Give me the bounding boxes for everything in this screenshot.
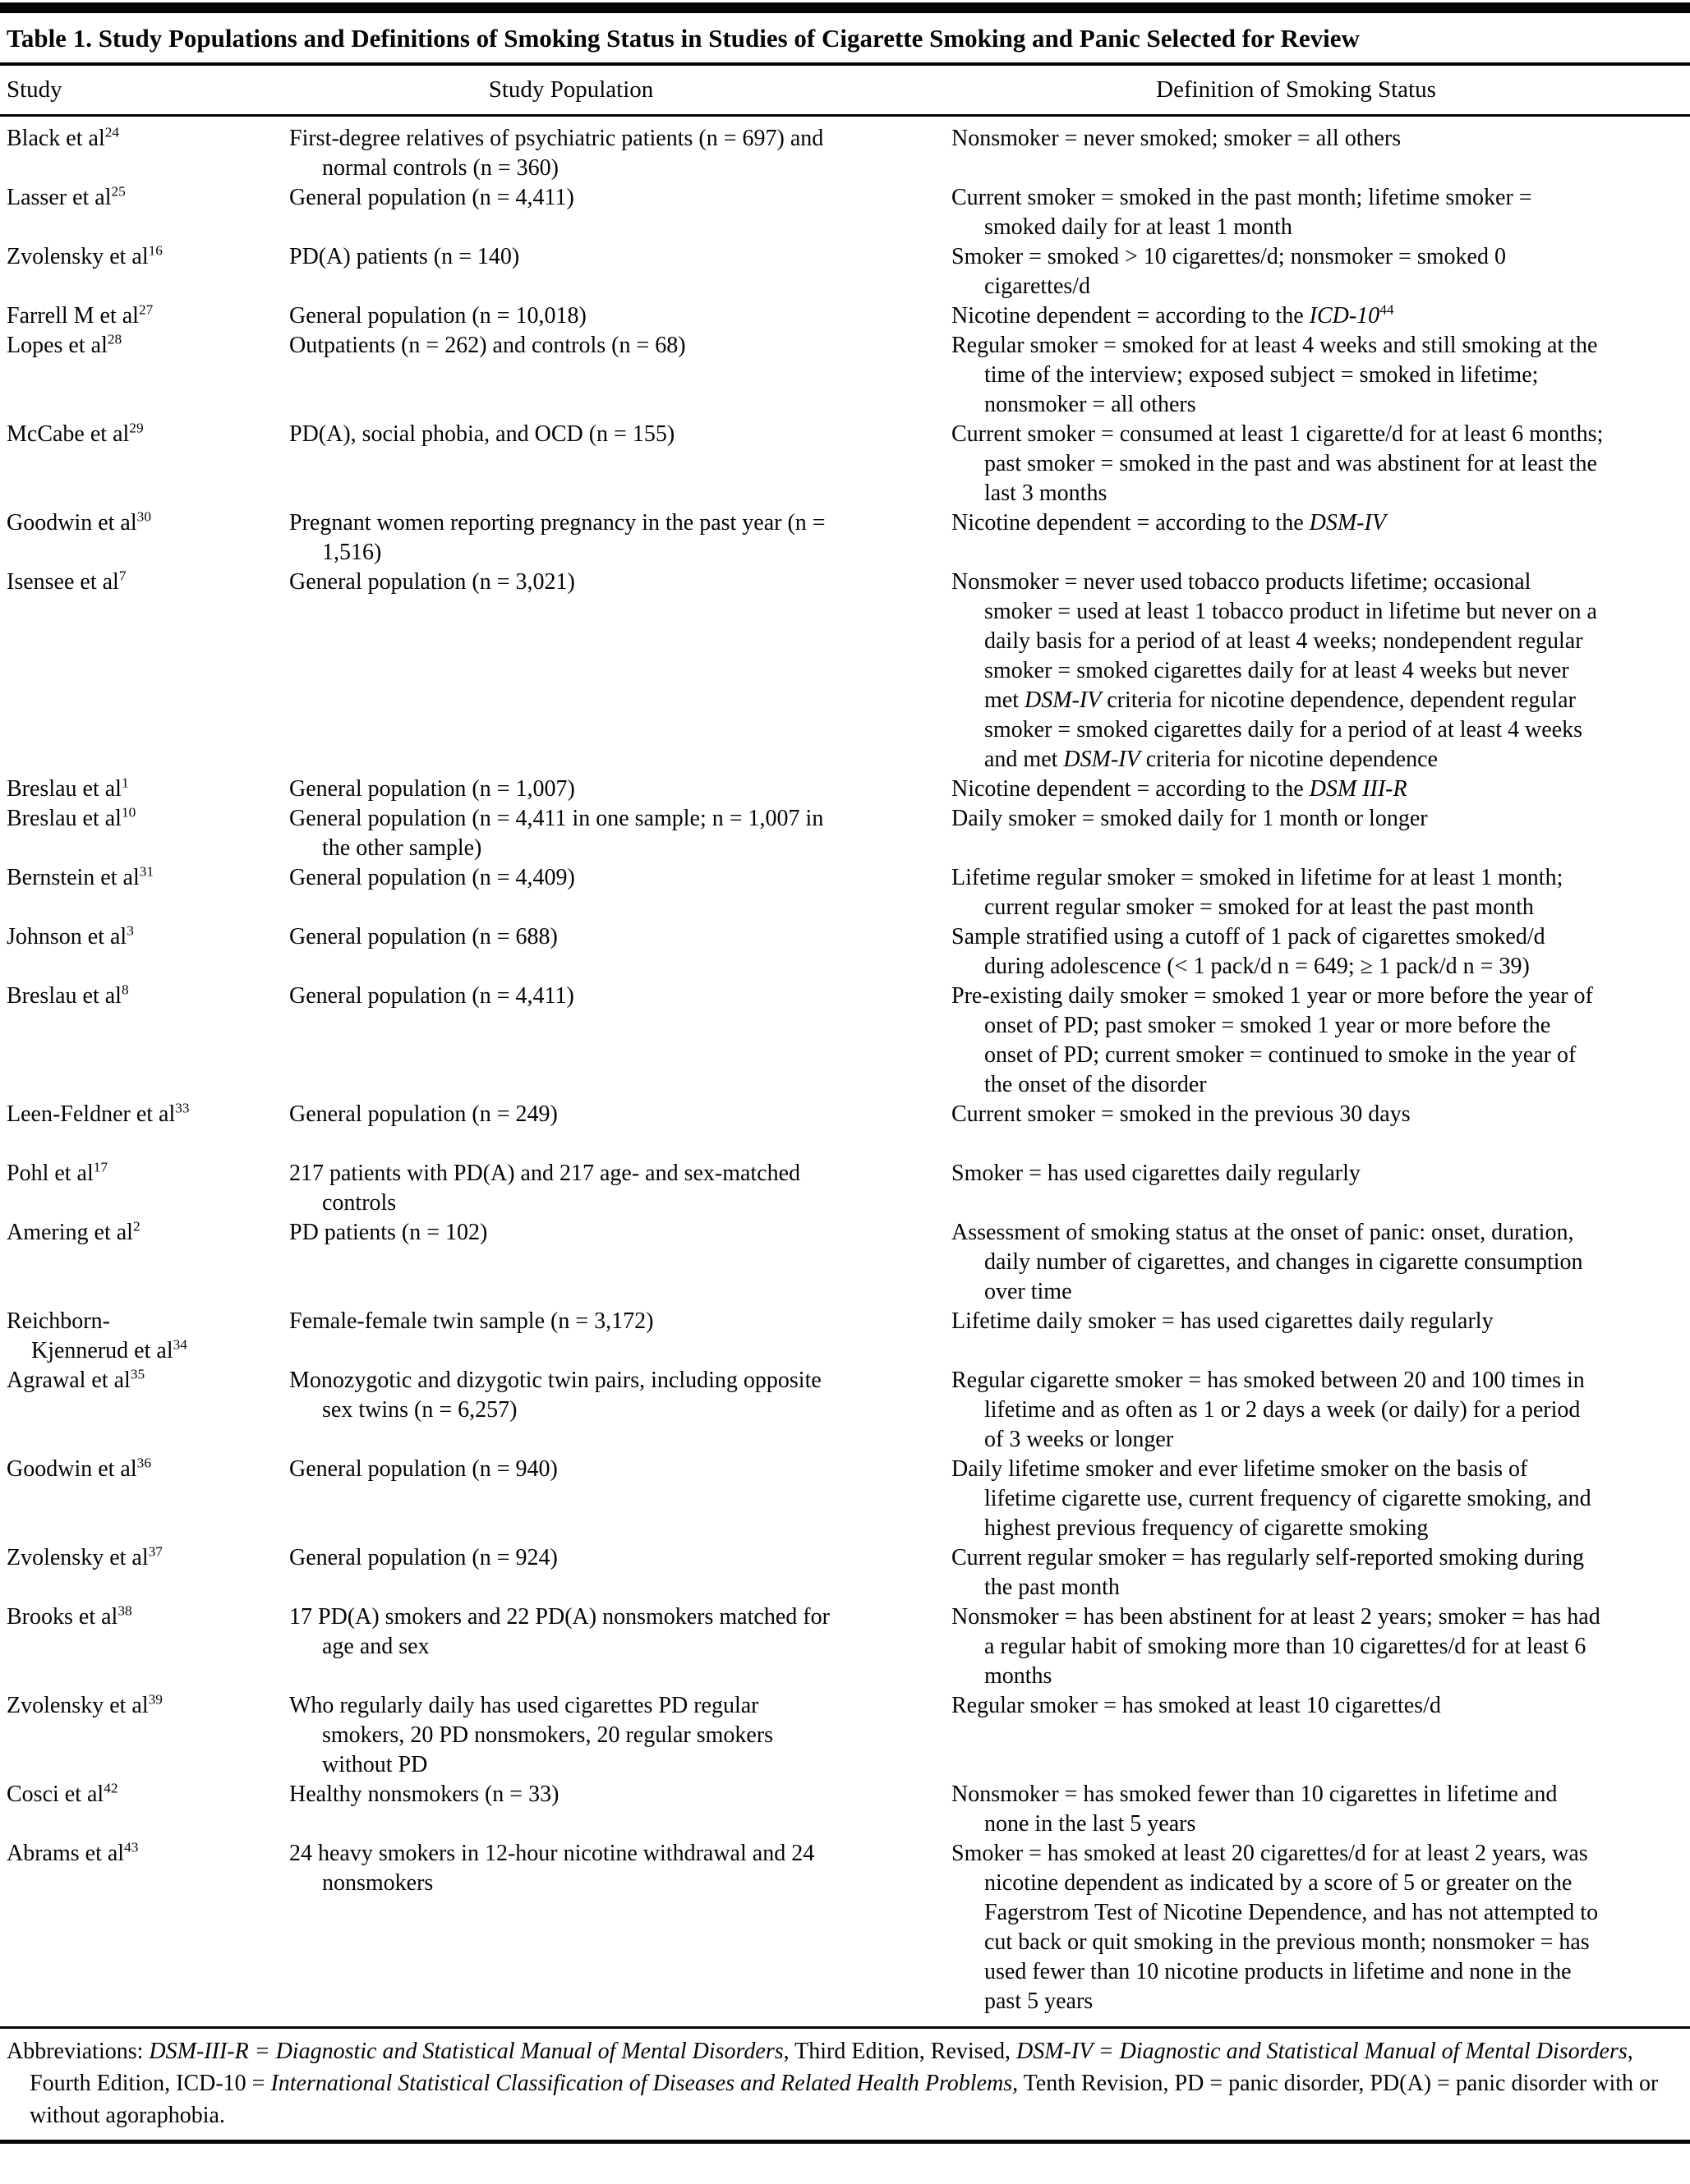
population-cell	[289, 1691, 951, 1780]
population-text: Who regularly daily has used cigarettes PD regular smokers, 20 PD nonsmokers, 20 regular smokers without PD	[289, 1693, 774, 1777]
study-cell	[0, 116, 289, 184]
reference-superscript: 31	[139, 863, 154, 880]
definition-cell	[951, 1543, 1690, 1602]
study-cell	[0, 1691, 289, 1780]
definition-text: Regular cigarette smoker = has smoked between 20 and 100 times in lifetime and as often as 1 or 2 days a week (or daily) for a period of 3 weeks or longer	[951, 1368, 1585, 1452]
study-name: Isensee et al	[7, 569, 119, 595]
reference-superscript: 37	[148, 1543, 163, 1560]
table-row	[0, 1543, 1690, 1602]
study-cell	[0, 242, 289, 301]
study-table	[0, 66, 1690, 2026]
population-cell	[289, 116, 951, 184]
bottom-heavy-rule	[0, 2140, 1690, 2144]
reference-superscript: 25	[111, 183, 126, 200]
paper-table-page	[0, 2, 1690, 2144]
definition-cell	[951, 922, 1690, 982]
population-cell	[289, 922, 951, 982]
population-text: 217 patients with PD(A) and 217 age- and sex-matched controls	[289, 1161, 801, 1216]
table-row	[0, 1366, 1690, 1455]
study-cell	[0, 775, 289, 804]
definition-text: Assessment of smoking status at the onset of panic: onset, duration, daily number of cigarettes, and changes in cigarette consumption over time	[951, 1220, 1583, 1304]
population-text: 24 heavy smokers in 12-hour nicotine withdrawal and 24 nonsmokers	[289, 1841, 815, 1896]
table-row	[0, 1780, 1690, 1839]
table-row	[0, 922, 1690, 982]
header-row	[0, 66, 1690, 116]
table-body	[0, 116, 1690, 2027]
population-text: First-degree relatives of psychiatric patients (n = 697) and normal controls (n = 360)	[289, 126, 824, 181]
population-text: Outpatients (n = 262) and controls (n = 68)	[289, 333, 686, 358]
definition-text: Nonsmoker = never smoked; smoker = all others	[951, 126, 1402, 151]
footnote-top-rule	[0, 2026, 1690, 2029]
table-row	[0, 1455, 1690, 1543]
study-cell	[0, 863, 289, 922]
study-name: Abrams et al	[7, 1841, 125, 1866]
study-cell	[0, 1129, 289, 1218]
study-cell	[0, 1366, 289, 1455]
population-text: PD(A) patients (n = 140)	[289, 244, 520, 269]
population-cell	[289, 1307, 951, 1366]
study-name: Cosci et al	[7, 1782, 104, 1807]
study-cell	[0, 1307, 289, 1366]
table-row	[0, 775, 1690, 804]
reference-superscript: 35	[130, 1366, 145, 1382]
population-text: General population (n = 3,021)	[289, 569, 575, 595]
reference-superscript: 38	[117, 1602, 132, 1619]
population-cell	[289, 1455, 951, 1543]
study-name: Farrell M et al	[7, 303, 139, 329]
study-cell	[0, 183, 289, 242]
definition-cell	[951, 775, 1690, 804]
table-row	[0, 1691, 1690, 1780]
population-cell	[289, 1100, 951, 1129]
definition-cell	[951, 1100, 1690, 1129]
reference-superscript: 16	[148, 242, 163, 259]
study-name: Agrawal et al	[7, 1368, 131, 1393]
column-header-study: Study	[0, 66, 289, 116]
definition-text: Current regular smoker = has regularly self-reported smoking during the past month	[951, 1545, 1585, 1600]
population-text: Monozygotic and dizygotic twin pairs, including opposite sex twins (n = 6,257)	[289, 1368, 822, 1423]
table-row	[0, 1129, 1690, 1218]
table-row	[0, 183, 1690, 242]
definition-cell	[951, 568, 1690, 775]
population-cell	[289, 1129, 951, 1218]
table-row	[0, 116, 1690, 184]
study-cell	[0, 331, 289, 420]
table-title: Table 1. Study Populations and Definitions of Smoking Status in Studies of Cigarette Smoking and Panic Selected for Review	[7, 24, 1360, 53]
population-cell	[289, 1218, 951, 1307]
population-cell	[289, 420, 951, 508]
definition-cell	[951, 242, 1690, 301]
population-cell	[289, 775, 951, 804]
definition-cell	[951, 1307, 1690, 1366]
table-row	[0, 568, 1690, 775]
population-text: PD(A), social phobia, and OCD (n = 155)	[289, 421, 675, 447]
reference-superscript: 8	[121, 982, 129, 998]
study-name: Zvolensky et al	[7, 1545, 149, 1570]
table-row	[0, 982, 1690, 1100]
reference-superscript: 33	[175, 1100, 190, 1116]
study-cell	[0, 420, 289, 508]
study-cell	[0, 568, 289, 775]
reference-superscript: 1	[121, 775, 129, 791]
population-text: General population (n = 4,409)	[289, 865, 575, 890]
population-text: General population (n = 4,411)	[289, 185, 574, 210]
definition-cell	[951, 508, 1690, 568]
population-text: General population (n = 940)	[289, 1456, 558, 1482]
study-name: Goodwin et al	[7, 1456, 137, 1482]
definition-cell	[951, 1129, 1690, 1218]
table-row	[0, 1307, 1690, 1366]
study-cell	[0, 1100, 289, 1129]
population-cell	[289, 508, 951, 568]
definition-text: Smoker = smoked > 10 cigarettes/d; nonsmoker = smoked 0 cigarettes/d	[951, 244, 1506, 299]
reference-superscript: 42	[104, 1780, 118, 1796]
population-cell	[289, 242, 951, 301]
table-row	[0, 420, 1690, 508]
study-name: Johnson et al	[7, 924, 127, 949]
population-text: General population (n = 688)	[289, 924, 558, 949]
definition-text: Smoker = has smoked at least 20 cigarettes/d for at least 2 years, was nicotine dependent as indicated by a score of 5 or greater on the Fagerstrom Test of Nicotine Dependence, and has not attempted to cut back or quit smoking in the previous month; nonsmoker = has used fewer than 10 nicotine products in lifetime and none in the past 5 years	[951, 1841, 1599, 2014]
study-cell	[0, 1602, 289, 1691]
definition-text: Sample stratified using a cutoff of 1 pack of cigarettes smoked/d during adolescence (< 1 pack/d n = 649; ≥ 1 pack/d n = 39)	[951, 924, 1545, 979]
study-name: Zvolensky et al	[7, 244, 149, 269]
study-name: Zvolensky et al	[7, 1693, 149, 1718]
population-text: Pregnant women reporting pregnancy in the past year (n = 1,516)	[289, 510, 826, 565]
study-name: Pohl et al	[7, 1161, 94, 1186]
study-cell	[0, 1780, 289, 1839]
definition-text: Current smoker = smoked in the previous 30 days	[951, 1101, 1411, 1127]
abbreviations-footnote: Abbreviations: DSM-III-R = Diagnostic and Statistical Manual of Mental Disorders, Third Edition, Revised, DSM-IV = Diagnostic and Statistical Manual of Mental Disorders, Fourth Edition, ICD-10 = International Statistical Classification of Diseases and Related Health Problems, Tenth Revision, PD = panic disorder, PD(A) = panic disorder with or without agoraphobia.	[7, 2039, 1659, 2128]
study-cell	[0, 982, 289, 1100]
top-heavy-rule	[0, 2, 1690, 13]
study-cell	[0, 1455, 289, 1543]
definition-text: Nonsmoker = has been abstinent for at least 2 years; smoker = has had a regular habit of smoking more than 10 cigarettes/d for at least 6 months	[951, 1604, 1600, 1689]
definition-cell	[951, 1366, 1690, 1455]
table-row	[0, 804, 1690, 863]
definition-text: Daily smoker = smoked daily for 1 month or longer	[951, 806, 1428, 831]
reference-superscript: 3	[127, 922, 134, 939]
definition-text: Regular smoker = has smoked at least 10 cigarettes/d	[951, 1693, 1441, 1718]
population-cell	[289, 183, 951, 242]
definition-cell	[951, 1839, 1690, 2026]
study-name: Lopes et al	[7, 333, 108, 358]
reference-superscript: 36	[136, 1455, 151, 1471]
definition-text: Lifetime regular smoker = smoked in lifetime for at least 1 month; current regular smoker = smoked for at least the past month	[951, 865, 1563, 920]
study-cell	[0, 1543, 289, 1602]
reference-superscript: 34	[173, 1336, 187, 1353]
population-text: PD patients (n = 102)	[289, 1220, 488, 1245]
study-name: Reichborn-Kjennerud et al	[7, 1308, 173, 1363]
reference-superscript: 7	[118, 568, 127, 584]
definition-text: Smoker = has used cigarettes daily regularly	[951, 1161, 1361, 1186]
study-cell	[0, 922, 289, 982]
study-name: Lasser et al	[7, 185, 112, 210]
population-cell	[289, 1780, 951, 1839]
definition-cell	[951, 1602, 1690, 1691]
reference-superscript: 39	[148, 1691, 163, 1708]
definition-text: Current smoker = consumed at least 1 cigarette/d for at least 6 months; past smoker = smoked in the past and was abstinent for at least the last 3 months	[951, 421, 1604, 506]
reference-superscript: 2	[132, 1218, 140, 1235]
population-cell	[289, 1839, 951, 2026]
population-cell	[289, 1543, 951, 1602]
definition-text: Nonsmoker = never used tobacco products lifetime; occasional smoker = used at least 1 tobacco product in lifetime but never on a daily basis for a period of at least 4 weeks; nondependent regular smoker = smoked cigarettes daily for at least 4 weeks but never met DSM-IV criteria for nicotine dependence, dependent regular smoker = smoked cigarettes daily for a period of at least 4 weeks and met DSM-IV criteria for nicotine dependence	[951, 569, 1597, 772]
population-text: Healthy nonsmokers (n = 33)	[289, 1782, 559, 1807]
study-name: Amering et al	[7, 1220, 133, 1245]
column-header-definition: Definition of Smoking Status	[951, 66, 1690, 116]
table-row	[0, 1100, 1690, 1129]
reference-superscript: 27	[138, 301, 154, 318]
study-name: Leen-Feldner et al	[7, 1101, 176, 1127]
reference-superscript: 10	[121, 804, 136, 821]
study-name: Breslau et al	[7, 983, 122, 1009]
definition-cell	[951, 331, 1690, 420]
table-row	[0, 242, 1690, 301]
definition-cell	[951, 804, 1690, 863]
table-row	[0, 863, 1690, 922]
reference-superscript: 29	[129, 420, 144, 436]
study-cell	[0, 804, 289, 863]
definition-cell	[951, 1780, 1690, 1839]
population-text: General population (n = 1,007)	[289, 776, 575, 802]
definition-text: Daily lifetime smoker and ever lifetime smoker on the basis of lifetime cigarette use, current frequency of cigarette smoking, and highest previous frequency of cigarette smoking	[951, 1456, 1591, 1541]
column-header-study-population: Study Population	[289, 66, 951, 116]
table-row	[0, 1602, 1690, 1691]
table-row	[0, 508, 1690, 568]
reference-superscript: 17	[93, 1159, 108, 1175]
study-name: Breslau et al	[7, 806, 122, 831]
definition-text: Nicotine dependent = according to the ICD-$10^{44}$	[951, 301, 1394, 329]
population-text: General population (n = 249)	[289, 1101, 558, 1127]
population-text: 17 PD(A) smokers and 22 PD(A) nonsmokers matched for age and sex	[289, 1604, 830, 1659]
definition-cell	[951, 982, 1690, 1100]
definition-cell	[951, 1455, 1690, 1543]
reference-superscript: 24	[104, 124, 120, 140]
definition-cell	[951, 183, 1690, 242]
study-name: Bernstein et al	[7, 865, 140, 890]
table-header	[0, 66, 1690, 116]
study-name: Black et al	[7, 126, 105, 151]
study-name: McCabe et al	[7, 421, 130, 447]
definition-cell	[951, 301, 1690, 331]
definition-text: Nicotine dependent = according to the DSM III-R	[951, 776, 1407, 802]
study-cell	[0, 1218, 289, 1307]
definition-text: Pre-existing daily smoker = smoked 1 year or more before the year of onset of PD; past smoker = smoked 1 year or more before the onset of PD; current smoker = continued to smoke in the year of the onset of the disorder	[951, 983, 1593, 1097]
population-cell	[289, 1602, 951, 1691]
definition-cell	[951, 1218, 1690, 1307]
table-row	[0, 331, 1690, 420]
population-text: General population (n = 924)	[289, 1545, 558, 1570]
study-cell	[0, 1839, 289, 2026]
definition-cell	[951, 420, 1690, 508]
study-cell	[0, 508, 289, 568]
reference-superscript: 43	[124, 1839, 139, 1855]
population-cell	[289, 331, 951, 420]
population-cell	[289, 982, 951, 1100]
study-cell	[0, 301, 289, 331]
population-text: General population (n = 4,411)	[289, 983, 574, 1009]
definition-cell	[951, 863, 1690, 922]
study-name: Brooks et al	[7, 1604, 118, 1630]
population-text: Female-female twin sample (n = 3,172)	[289, 1308, 654, 1334]
definition-text: Nicotine dependent = according to the DSM-IV	[951, 510, 1386, 536]
population-cell	[289, 804, 951, 863]
population-cell	[289, 863, 951, 922]
population-cell	[289, 1366, 951, 1455]
table-row	[0, 301, 1690, 331]
population-text: General population (n = 10,018)	[289, 303, 587, 329]
study-name: Breslau et al	[7, 776, 122, 802]
definition-text: Current smoker = smoked in the past month; lifetime smoker = smoked daily for at least 1 month	[951, 185, 1532, 240]
definition-text: Nonsmoker = has smoked fewer than 10 cigarettes in lifetime and none in the last 5 years	[951, 1782, 1558, 1837]
population-cell	[289, 568, 951, 775]
definition-cell	[951, 116, 1690, 184]
table-row	[0, 1218, 1690, 1307]
table-row	[0, 1839, 1690, 2026]
definition-text: Lifetime daily smoker = has used cigarettes daily regularly	[951, 1308, 1494, 1334]
reference-superscript: 28	[107, 331, 122, 347]
reference-superscript: 30	[136, 508, 151, 525]
population-cell	[289, 301, 951, 331]
definition-cell	[951, 1691, 1690, 1780]
study-name: Goodwin et al	[7, 510, 137, 536]
population-text: General population (n = 4,411 in one sample; n = 1,007 in the other sample)	[289, 806, 824, 861]
definition-text: Regular smoker = smoked for at least 4 weeks and still smoking at the time of the interview; exposed subject = smoked in lifetime; nonsmoker = all others	[951, 333, 1598, 417]
